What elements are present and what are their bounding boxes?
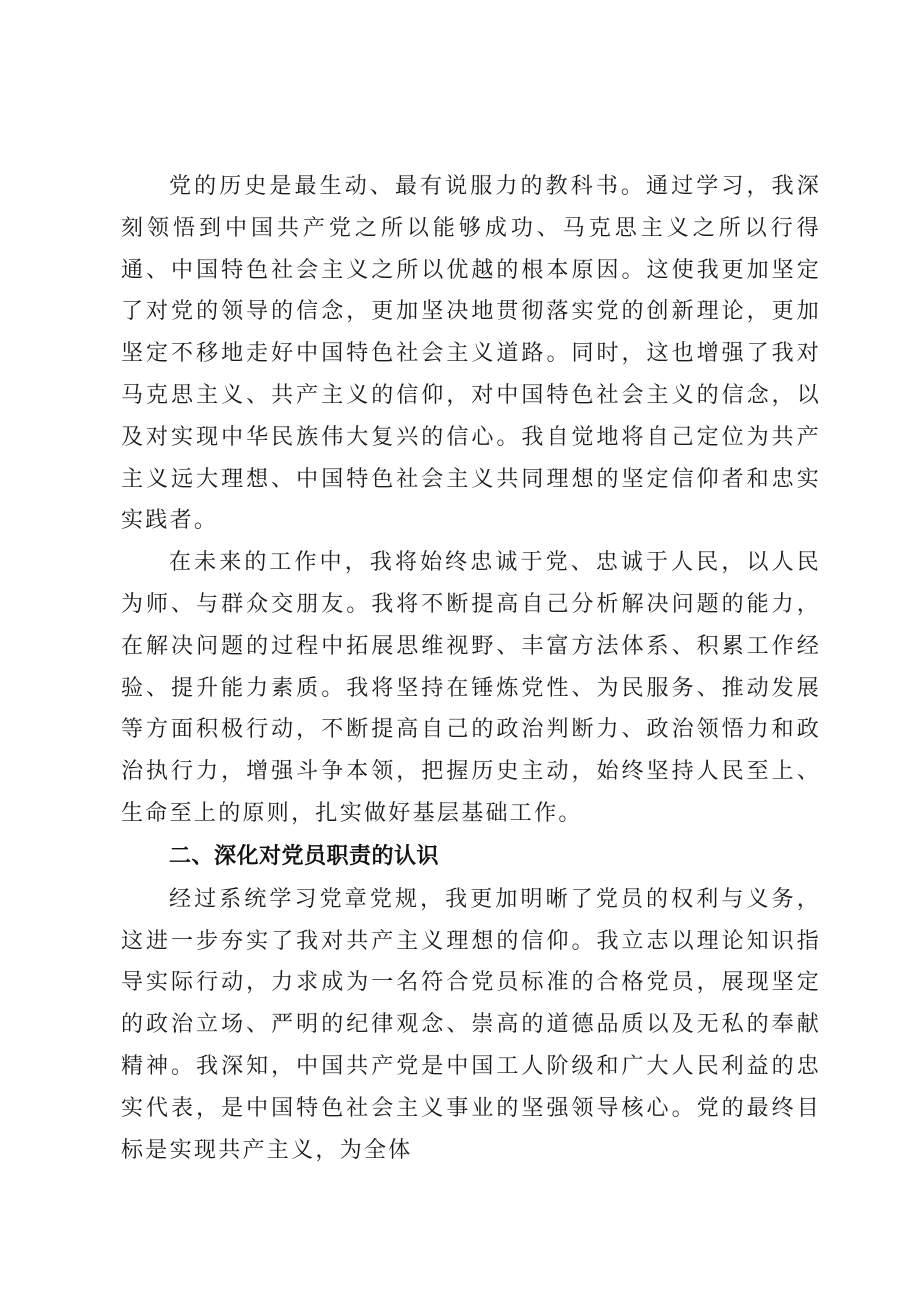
paragraph-future-work: 在未来的工作中，我将始终忠诚于党、忠诚于人民，以人民为师、与群众交朋友。我将不断提高自己分析解决问题的能力，在解决问题的过程中拓展思维视野、丰富方法体系、积累工作经验、提升能力素质。我将坚持在锤炼党性、为民服务、推动发展等方面积极行动，不断提高自己的政治判断力、政治领悟力和政治执行力，增强斗争本领，把握历史主动，始终坚持人民至上、生命至上的原则，扎实做好基层基础工作。 [121, 550, 821, 826]
paragraph-member-duties: 经过系统学习党章党规，我更加明晰了党员的权利与义务，这进一步夯实了我对共产主义理想的信仰。我立志以理论知识指导实际行动，力求成为一名符合党员标准的合格党员，展现坚定的政治立场、严明的纪律观念、崇高的道德品质以及无私的奉献精神。我深知，中国共产党是中国工人阶级和广大人民利益的忠实代表，是中国特色社会主义事业的坚强领导核心。党的最终目标是实现共产主义，为全体 [121, 886, 821, 1163]
section-heading: 二、深化对党员职责的认识 [169, 843, 440, 869]
paragraph-party-history: 党的历史是最生动、最有说服力的教科书。通过学习，我深刻领悟到中国共产党之所以能够成功、马克思主义之所以行得通、中国特色社会主义之所以优越的根本原因。这使我更加坚定了对党的领导的信念，更加坚决地贯彻落实党的创新理论，更加坚定不移地走好中国特色社会主义道路。同时，这也增强了我对马克思主义、共产主义的信仰，对中国特色社会主义的信念，以及对实现中华民族伟大复兴的信心。我自觉地将自己定位为共产主义远大理想、中国特色社会主义共同理想的坚定信仰者和忠实实践者。 [121, 174, 821, 534]
document-body [121, 166, 821, 1171]
